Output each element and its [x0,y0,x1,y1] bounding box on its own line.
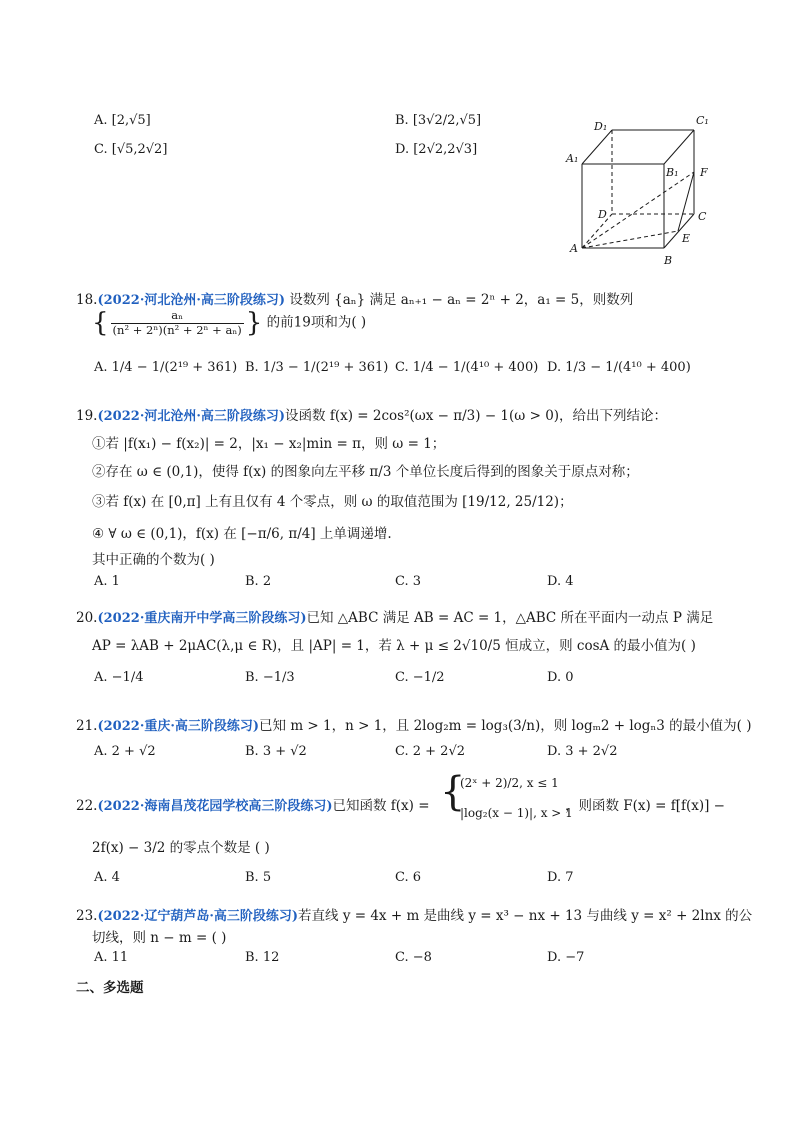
q19-statement-3: ③若 f(x) 在 [0,π] 上有且仅有 4 个零点，则 ω 的取值范围为 [19/12, 25/12)； [92,494,573,510]
section-heading: 二、多选题 [76,980,144,996]
q18-option-b: B. 1/3 − 1/(2¹⁹ + 361) [245,360,389,375]
q19-stem [76,404,667,424]
q21-option-a: A. 2 + √2 [94,744,156,759]
q19-statement-2: ②存在 ω ∈ (0,1)，使得 f(x) 的图象向左平移 π/3 个单位长度后得到的图象关于原点对称； [92,464,639,480]
q23-number: 23. [76,908,98,924]
q19-source: (2022·河北沧州·高三阶段练习) [97,409,286,424]
q22-stem [76,794,430,814]
q18-stem [76,288,633,308]
q23-stem [76,904,752,924]
q23-option-a: A. 11 [94,950,129,965]
q22-piecewise-brace: { [440,769,466,815]
q18-stem-line2 [92,308,366,338]
q20-stem [76,606,713,626]
q23-text: 若直线 y = 4x + m 是曲线 y = x³ − nx + 13 与曲线 y = x² + 2lnx 的公 [298,908,753,924]
cube-label-d: D [598,208,607,221]
q23-source: (2022·辽宁葫芦岛·高三阶段练习) [97,909,299,924]
cube-figure [560,108,720,268]
q22-option-b: B. 5 [245,870,272,885]
q20-text2: AP = λAB + 2μAC(λ,μ ∈ R)，且 |AP| = 1，若 λ + μ ≤ 2√10/5 恒成立，则 cosA 的最小值为( ) [92,638,696,654]
cube-label-e: E [682,232,691,245]
q18-frac-num: aₙ [111,309,244,323]
cube-label-f: F [700,166,708,179]
cube-label-c: C [698,210,707,223]
q18-option-d: D. 1/3 − 1/(4¹⁰ + 400) [547,360,691,375]
q21-text: 已知 m > 1，n > 1，且 2log₂m = log₃(3/n)，则 logₘ2 + logₙ3 的最小值为( ) [259,718,752,734]
q21-option-c: C. 2 + 2√2 [395,744,466,759]
q22-text-after: ，则函数 F(x) = f[f(x)] − [565,798,725,814]
q23-option-b: B. 12 [245,950,280,965]
q22-text2: 2f(x) − 3/2 的零点个数是 ( ) [92,840,270,856]
q22-option-a: A. 4 [94,870,120,885]
q23-text2: 切线，则 n − m = ( ) [92,930,227,946]
q19-number: 19. [76,408,98,424]
q21-number: 21. [76,718,98,734]
q21-stem [76,714,752,734]
q18-text2: 的前19项和为( ) [266,314,367,331]
q22-text: 已知函数 f(x) = [332,798,430,814]
q17-option-a: A. [2,√5] [94,113,151,128]
cube-label-b1: B₁ [666,166,679,179]
cube-svg [560,108,720,268]
left-brace: { [92,308,109,338]
q20-option-a: A. −1/4 [94,670,144,685]
q20-option-d: D. 0 [547,670,574,685]
q17-option-d: D. [2√2,2√3] [395,142,478,157]
q17-option-b: B. [3√2/2,√5] [395,113,482,128]
q18-number: 18. [76,292,98,308]
q22-option-d: D. 7 [547,870,574,885]
q18-frac-den: (n² + 2ⁿ)(n² + 2ⁿ + aₙ) [112,322,242,337]
q22-source: (2022·海南昌茂花园学校高三阶段练习) [97,799,333,814]
q21-source: (2022·重庆·高三阶段练习) [97,719,260,734]
q19-option-c: C. 3 [395,574,422,589]
q18-text: 设数列 {aₙ} 满足 aₙ₊₁ − aₙ = 2ⁿ + 2，a₁ = 5，则数列 [289,292,634,308]
cube-label-a1: A₁ [566,152,579,165]
q19-option-b: B. 2 [245,574,272,589]
q20-option-b: B. −1/3 [245,670,295,685]
q23-option-c: C. −8 [395,950,432,965]
q19-prompt: 其中正确的个数为( ) [92,552,215,568]
q22-option-c: C. 6 [395,870,422,885]
q18-option-a: A. 1/4 − 1/(2¹⁹ + 361) [94,360,238,375]
q18-source: (2022·河北沧州·高三阶段练习) [97,293,286,308]
q22-case-1: (2ˣ + 2)/2, x ≤ 1 [460,776,559,790]
cube-label-c1: C₁ [696,114,709,127]
q18-option-c: C. 1/4 − 1/(4¹⁰ + 400) [395,360,539,375]
cube-label-d1: D₁ [594,120,608,133]
q22-case-2: |log₂(x − 1)|, x > 1 [460,806,573,820]
q18-fraction [111,309,244,336]
q19-statement-4: ④ ∀ ω ∈ (0,1)，f(x) 在 [−π/6, π/4] 上单调递增. [92,526,392,542]
q19-statement-1: ①若 |f(x₁) − f(x₂)| = 2，|x₁ − x₂|min = π，则 ω = 1； [92,436,446,452]
q21-option-b: B. 3 + √2 [245,744,307,759]
q21-option-d: D. 3 + 2√2 [547,744,618,759]
q17-option-c: C. [√5,2√2] [94,142,168,157]
q20-text: 已知 △ABC 满足 AB = AC = 1，△ABC 所在平面内一动点 P 满足 [306,610,714,626]
q20-number: 20. [76,610,98,626]
q19-option-a: A. 1 [94,574,120,589]
q19-option-d: D. 4 [547,574,574,589]
q19-text: 设函数 f(x) = 2cos²(ωx − π/3) − 1(ω > 0)，给出下列结论： [285,408,668,424]
q20-source: (2022·重庆南开中学高三阶段练习) [97,611,307,626]
right-brace: } [245,308,263,338]
q23-option-d: D. −7 [547,950,585,965]
cube-label-b: B [664,254,673,267]
cube-label-a: A [570,242,578,255]
q20-option-c: C. −1/2 [395,670,445,685]
q22-number: 22. [76,798,98,814]
